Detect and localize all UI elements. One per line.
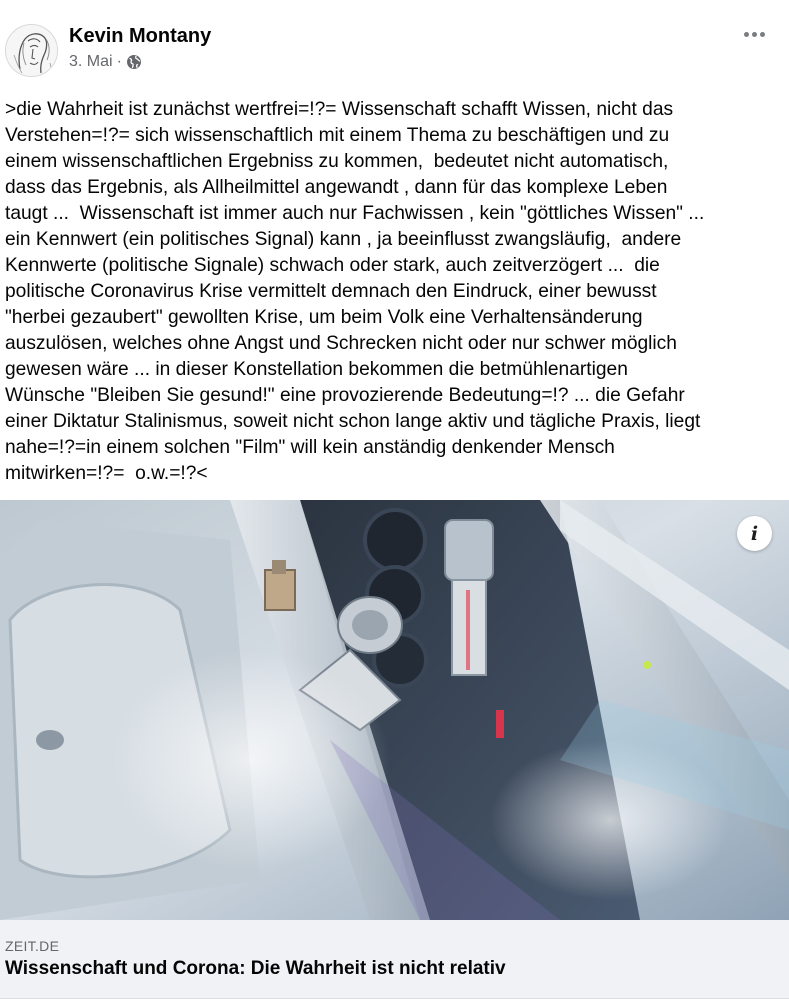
more-dot: [752, 32, 757, 37]
link-title[interactable]: Wissenschaft und Corona: Die Wahrheit ist nicht relativ: [5, 958, 506, 979]
post-meta: [69, 53, 142, 71]
more-dot: [744, 32, 749, 37]
link-preview-footer[interactable]: [0, 920, 789, 999]
post-header: [0, 0, 789, 90]
link-preview-card[interactable]: [0, 500, 789, 999]
post-text: >die Wahrheit ist zunächst wertfrei=!?= Wissenschaft schafft Wissen, nicht das Verstehen=!?= sich wissenschaftlich mit einem Thema zu beschäftigen und zu einem wissenschaftlichen Ergebniss zu kommen, bedeutet nicht automatisch, dass das Ergebnis, als Allheilmittel angewandt , dann für das komplexe Leben taugt ... Wissenschaft ist immer auch nur Fachwissen , kein "göttliches Wissen" ... ein Kennwert (ein politisches Signal) kann , ja beeinflusst zwangsläufig, andere Kennwerte (politische Signale) schwach oder stark, auch zeitverzögert ... die politische Coronavirus Krise vermittelt demnach den Eindruck, einer bewusst "herbei gezaubert" gewollten Krise, um beim Volk eine Verhaltensänderung auszulösen, welches ohne Angst und Schrecken nicht oder nur schwer möglich gewesen wäre ... in dieser Konstellation bekommen die betmühlenartigen Wünsche "Bleiben Sie gesund!" eine provozierende Bedeutung=!? ... die Gefahr einer Diktatur Stalinismus, soweit nicht schon lange aktiv und tägliche Praxis, liegt nahe=!?=in einem solchen "Film" will kein anständig denkender Mensch mitwirken=!?= o.w.=!?<: [5, 99, 705, 484]
globe-icon[interactable]: [126, 54, 142, 70]
post-date[interactable]: 3. Mai: [69, 53, 113, 70]
info-icon[interactable]: i: [737, 516, 772, 551]
more-dot: [760, 32, 765, 37]
link-preview-image[interactable]: [0, 500, 789, 920]
link-domain: ZEIT.DE: [5, 938, 60, 954]
avatar[interactable]: [5, 24, 58, 77]
meta-separator: ·: [116, 53, 122, 70]
lab-machine-photo: [0, 500, 789, 920]
more-options-icon[interactable]: [738, 22, 770, 46]
author-name[interactable]: Kevin Montany: [69, 25, 212, 47]
avatar-sketch-image: [6, 25, 58, 77]
